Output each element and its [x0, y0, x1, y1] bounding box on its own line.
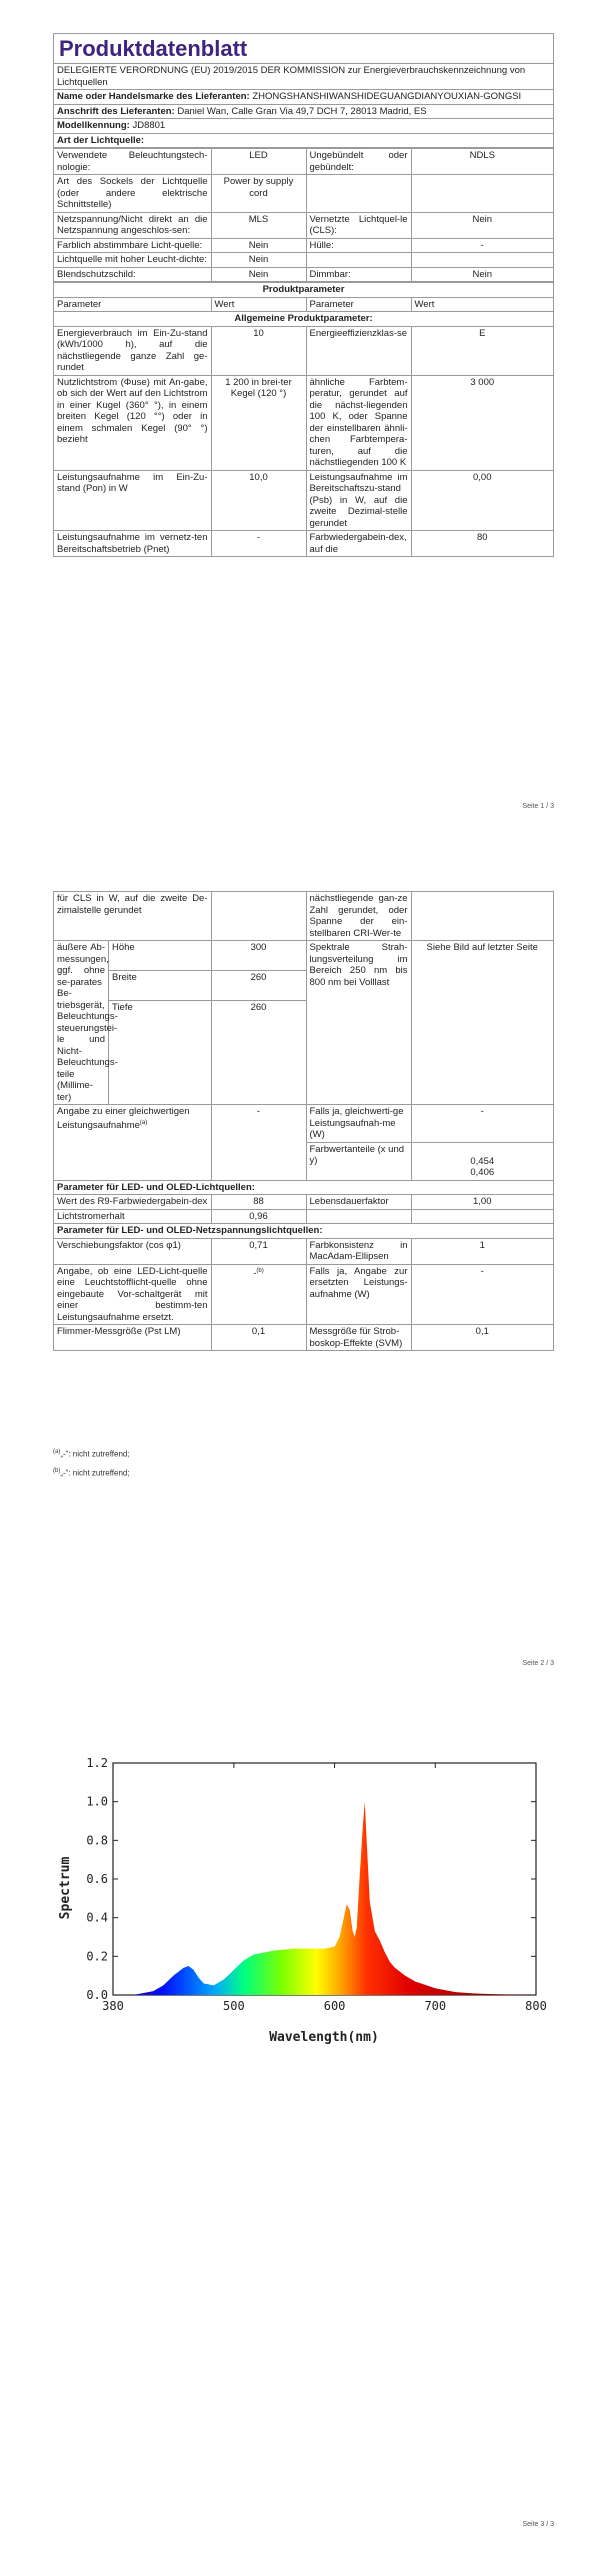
page-number-1: Seite 1 / 3 — [522, 803, 554, 810]
chromaticity-label: Farbwertanteile (x und y) — [306, 1142, 411, 1180]
lightsource-row — [54, 253, 554, 268]
equivalent-power-label — [54, 1105, 212, 1181]
product-params-table — [53, 282, 554, 557]
lightsource-value-2 — [411, 253, 554, 268]
lightsource-label: Netzspannung/Nicht direkt an die Netzspannung angeschlos-sen: — [54, 212, 212, 238]
page-title: Produktdatenblatt — [59, 36, 248, 61]
mains-row-1-value: 0,71 — [211, 1238, 306, 1264]
product-params-title: Produktparameter — [54, 283, 554, 298]
mains-row-3-value-2: 0,1 — [411, 1325, 554, 1351]
equivalent-power-text: Angabe zu einer gleichwertigen Leistungsaufnahme — [57, 1106, 190, 1131]
mains-row-3-label-2: Messgröße für Strob-boskop-Effekte (SVM) — [306, 1325, 411, 1351]
page-number-3: Seite 3 / 3 — [522, 2521, 554, 2528]
continued-left: für CLS in W, auf die zweite De-zimalstelle gerundet — [54, 892, 212, 941]
dim-value-width: 260 — [211, 971, 306, 1001]
general-param-label-2: Energieeffizienzklas-se — [306, 326, 411, 375]
lightsource-row — [54, 149, 554, 175]
mains-row-1-label: Verschiebungsfaktor (cos φ1) — [54, 1238, 212, 1264]
footnote-a-mark: (a) — [53, 1449, 61, 1455]
model-label: Modellkennung: — [57, 120, 130, 131]
lightsource-type-heading: Art der Lichtquelle: — [54, 133, 554, 148]
general-param-label-2: Leistungsaufnahme im Bereitschaftszu-stand (Psb) in W, auf die zweite Dezimal-stelle gerundet — [306, 470, 411, 531]
lightsource-label-2: Vernetzte Lichtquel-le (CLS): — [306, 212, 411, 238]
address-label: Anschrift des Lieferanten: — [57, 105, 175, 117]
page-2-sheet — [53, 891, 554, 1351]
spectral-label: Spektrale Strah-lungsverteilung im Bereich 250 nm bis 800 nm bei Volllast — [306, 941, 411, 1105]
footnote-a — [53, 1444, 130, 1463]
general-param-value: 1 200 in brei-ter Kegel (120 °) — [211, 375, 306, 470]
led-params-title: Parameter für LED- und OLED-Lichtquellen: — [54, 1180, 554, 1195]
chromaticity-values — [411, 1142, 554, 1180]
lightsource-value: LED — [211, 149, 306, 175]
title-box — [53, 33, 554, 63]
general-param-label-2: ähnliche Farbtem-peratur, gerundet auf die nächst-liegenden 100 K, oder Spanne der einstellbaren ähnli-chen Farbtempera-turen, auf die nächstliegenden 100 K — [306, 375, 411, 470]
led-row-1-value-2: 1,00 — [411, 1195, 554, 1210]
led-row-2-value-2 — [411, 1209, 554, 1224]
y-tick-label: 0.6 — [86, 1872, 108, 1886]
lightsource-value-2: NDLS — [411, 149, 554, 175]
led-row-1-label: Wert des R9-Farbwiedergabein-dex — [54, 1195, 212, 1210]
general-param-value-2: 3 000 — [411, 375, 554, 470]
mains-row-1-label-2: Farbkonsistenz in MacAdam-Ellipsen — [306, 1238, 411, 1264]
y-tick-label: 0.8 — [86, 1833, 108, 1848]
x-axis-title: Wavelength(nm) — [269, 2030, 379, 2045]
led-row-2-value: 0,96 — [211, 1209, 306, 1224]
lightsource-label: Farblich abstimmbare Licht-quelle: — [54, 238, 212, 253]
general-param-label: Leistungsaufnahme im Ein-Zu-stand (Pon) in W — [54, 470, 212, 531]
model-value: JD8801 — [132, 120, 166, 131]
footnote-a-text: „-“: nicht zutreffend; — [60, 1449, 130, 1459]
general-param-row — [54, 375, 554, 470]
general-param-row — [54, 470, 554, 531]
footnote-b — [53, 1463, 130, 1482]
lightsource-label: Blendschutzschild: — [54, 267, 212, 282]
continued-right: nächstliegende gan-ze Zahl gerundet, oder Spanne der ein-stellbaren CRI-Wer-te — [306, 892, 411, 941]
footnotes — [53, 1444, 130, 1481]
spectral-value: Siehe Bild auf letzter Seite — [411, 941, 554, 1105]
mains-row-1-value-2: 1 — [411, 1238, 554, 1264]
mains-row-2-label-2: Falls ja, Angabe zur ersetzten Leistungs-aufnahme (W) — [306, 1264, 411, 1325]
lightsource-value: Power by supply cord — [211, 175, 306, 213]
lightsource-label-2 — [306, 253, 411, 268]
lightsource-row — [54, 212, 554, 238]
lightsource-row — [54, 267, 554, 282]
general-param-value: 10,0 — [211, 470, 306, 531]
equivalent-power-r-value: - — [411, 1105, 554, 1143]
lightsource-value: MLS — [211, 212, 306, 238]
mains-row-2-value-text: - — [253, 1267, 257, 1279]
general-param-value-2: E — [411, 326, 554, 375]
supplier-value: ZHONGSHANSHIWANSHIDEGUANGDIANYOUXIAN-GONGSI — [252, 91, 522, 102]
x-tick-label: 500 — [223, 1999, 245, 2013]
mains-row-3-label: Flimmer-Messgröße (Pst LM) — [54, 1325, 212, 1351]
page-2-table — [53, 891, 554, 1351]
mains-row-3-value: 0,1 — [211, 1325, 306, 1351]
chart-marks — [113, 1802, 536, 1995]
chromaticity-y: 0,406 — [470, 1167, 495, 1178]
page-number-2: Seite 2 / 3 — [522, 1660, 554, 1667]
equivalent-power-value: - — [211, 1105, 306, 1181]
x-tick-label: 600 — [323, 1999, 346, 2013]
y-tick-label: 0.4 — [86, 1910, 108, 1925]
lightsource-label: Verwendete Beleuchtungstech-nologie: — [54, 149, 212, 175]
lightsource-label: Art des Sockels der Lichtquelle (oder andere elektrische Schnittstelle) — [54, 175, 212, 213]
lightsource-value: Nein — [211, 238, 306, 253]
x-tick-label: 700 — [424, 1999, 447, 2013]
lightsource-value-2: Nein — [411, 267, 554, 282]
dim-value-depth: 260 — [211, 1001, 306, 1105]
lightsource-table — [53, 148, 554, 282]
general-params-title: Allgemeine Produktparameter: — [54, 312, 554, 327]
general-param-row — [54, 326, 554, 375]
header-table — [53, 63, 554, 148]
lightsource-row — [54, 238, 554, 253]
chromaticity-x: 0,454 — [470, 1155, 495, 1167]
col-header-value: Wert — [211, 297, 306, 312]
col-header-value-2: Wert — [411, 297, 554, 312]
x-tick-label: 380 — [102, 1999, 124, 2013]
general-param-label: Energieverbrauch im Ein-Zu-stand (kWh/1000 h), auf die nächstliegende ganze Zahl ge-rundet — [54, 326, 212, 375]
lightsource-value-2: - — [411, 238, 554, 253]
dim-value-height: 300 — [211, 941, 306, 971]
spectrum-area — [113, 1802, 536, 1995]
lightsource-label-2: Ungebündelt oder gebündelt: — [306, 149, 411, 175]
general-param-label-2: Farbwiedergabein-dex, auf die — [306, 531, 411, 557]
page-1-sheet — [53, 63, 554, 557]
equivalent-power-r-label: Falls ja, gleichwerti-ge Leistungsaufnah-me (W) — [306, 1105, 411, 1143]
y-axis-title: Spectrum — [58, 1856, 73, 1920]
footnote-ref-b: (b) — [256, 1267, 264, 1274]
mains-params-title: Parameter für LED- und OLED-Netzspannungslichtquellen: — [54, 1224, 554, 1239]
y-tick-label: 1.2 — [86, 1756, 108, 1770]
supplier-label: Name oder Handelsmarke des Lieferanten: — [57, 91, 250, 102]
continued-right-value — [411, 892, 554, 941]
col-header-param: Parameter — [54, 297, 212, 312]
mains-row-2-label: Angabe, ob eine LED-Licht-quelle eine Leuchtstofflicht-quelle ohne eingebaute Vor-schaltgerät mit einer bestimm-ten Leistungsaufnahme ersetzt. — [54, 1264, 212, 1325]
dim-name-width: Breite — [109, 971, 212, 1001]
general-param-value: 10 — [211, 326, 306, 375]
general-param-label: Leistungsaufnahme im vernetz-ten Bereitschaftsbetrieb (Pnet) — [54, 531, 212, 557]
lightsource-value-2 — [411, 175, 554, 213]
dim-name-depth: Tiefe — [109, 1001, 212, 1105]
x-tick-label: 800 — [525, 1999, 547, 2013]
mains-row-2-value — [211, 1264, 306, 1325]
lightsource-value-2: Nein — [411, 212, 554, 238]
address-row — [54, 104, 554, 119]
footnote-ref-a: (a) — [139, 1119, 148, 1126]
y-tick-label: 0.2 — [86, 1949, 108, 1964]
general-param-value-2: 80 — [411, 531, 554, 557]
y-tick-label: 0.0 — [86, 1988, 108, 2002]
mains-row-2-value-2: - — [411, 1264, 554, 1325]
lightsource-label-2: Hülle: — [306, 238, 411, 253]
general-param-value-2: 0,00 — [411, 470, 554, 531]
spectrum-chart — [53, 1745, 553, 2045]
general-param-label: Nutzlichtstrom (Φuse) mit An-gabe, ob sich der Wert auf den Lichtstrom in einer Kugel (360° °), in einem breiten Kegel (120 °°) oder in einem schmalen Kegel (90° °) bezieht — [54, 375, 212, 470]
general-param-value: - — [211, 531, 306, 557]
lightsource-label-2 — [306, 175, 411, 213]
lightsource-label-2: Dimmbar: — [306, 267, 411, 282]
lightsource-row — [54, 175, 554, 213]
address-value: Daniel Wan, Calle Gran Via 49,7 DCH 7, 28013 Madrid, ES — [177, 105, 427, 117]
led-row-2-label-2 — [306, 1209, 411, 1224]
lightsource-value: Nein — [211, 253, 306, 268]
continued-left-value — [211, 892, 306, 941]
footnote-b-text: „-“: nicht zutreffend; — [60, 1468, 130, 1478]
general-param-row — [54, 531, 554, 557]
footnote-b-mark: (b) — [53, 1467, 61, 1474]
regulation-text: DELEGIERTE VERORDNUNG (EU) 2019/2015 DER KOMMISSION zur Energieverbrauchskennzeichnung von Lichtquellen — [54, 64, 554, 90]
led-row-1-label-2: Lebensdauerfaktor — [306, 1195, 411, 1210]
lightsource-label: Lichtquelle mit hoher Leucht-dichte: — [54, 253, 212, 268]
model-row — [54, 119, 554, 134]
dimensions-label: äußere Ab-messungen, ggf. ohne se-parates Be-triebsgerät, Beleuchtungs-steuerungstei-le und Nicht-Beleuchtungs-teile (Millime-ter) — [54, 941, 109, 1105]
dim-name-height: Höhe — [109, 941, 212, 971]
supplier-row — [54, 90, 554, 105]
col-header-param-2: Parameter — [306, 297, 411, 312]
lightsource-value: Nein — [211, 267, 306, 282]
led-row-2-label: Lichtstromerhalt — [54, 1209, 212, 1224]
y-tick-label: 1.0 — [86, 1794, 108, 1809]
led-row-1-value: 88 — [211, 1195, 306, 1210]
